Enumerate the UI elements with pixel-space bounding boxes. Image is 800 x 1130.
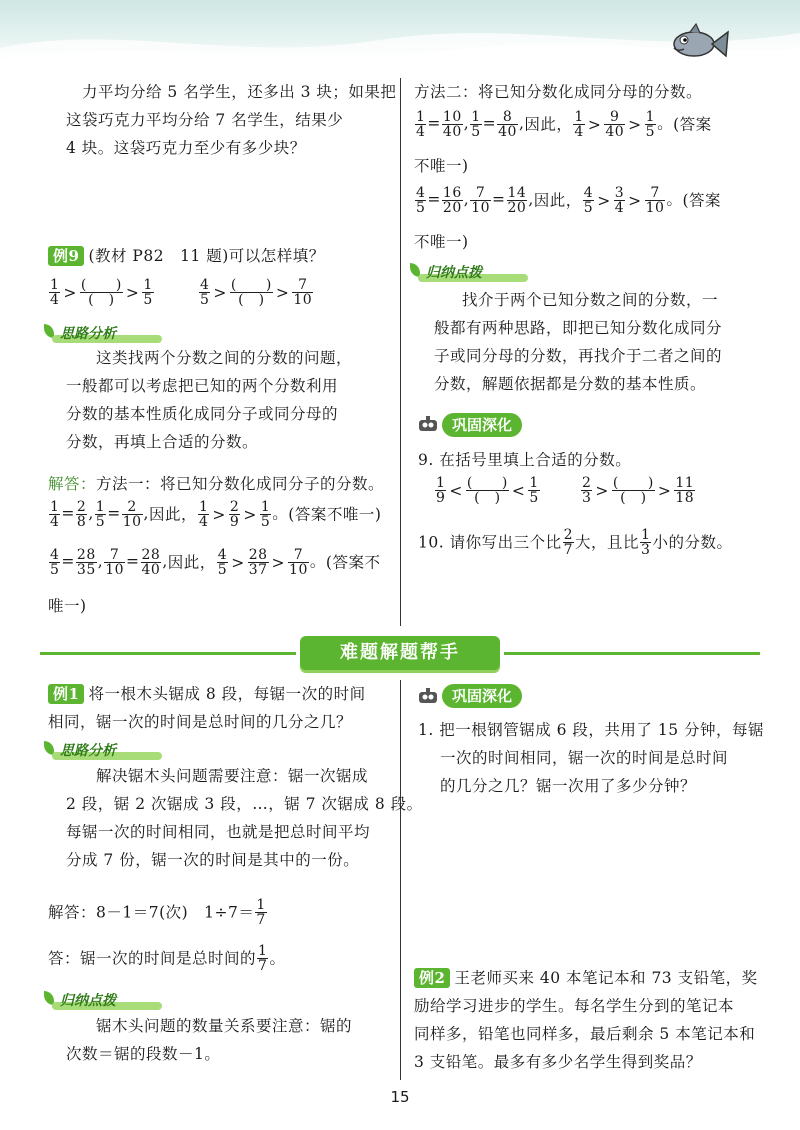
relation-sign: > xyxy=(63,283,77,302)
math-text: 7 xyxy=(645,186,666,201)
math-text: 7 xyxy=(563,542,573,558)
text-line: 励给学习进步的学生。每名学生分到的笔记本 xyxy=(414,997,735,1015)
math-text: (答案不唯一) xyxy=(288,505,382,524)
method2-title: 方法二：将已知分数化成同分母的分数。 xyxy=(414,83,703,101)
math-text: 5 xyxy=(416,200,426,216)
math-text: 2 xyxy=(122,500,143,515)
math-text: 40 xyxy=(498,124,517,140)
text-line: 每锯一次的时间相同，也就是把总时间平均 xyxy=(66,823,371,841)
math-text: ( ) xyxy=(88,292,115,308)
math-text: 4 xyxy=(217,547,228,563)
math-text: 20 xyxy=(507,200,527,216)
text-line: 子或同分母的分数，再找介于二者之间的 xyxy=(434,347,723,365)
math-text: 5 xyxy=(95,514,106,530)
math-text: 因此， xyxy=(533,191,582,210)
math-text: 10. 请你写出三个比 xyxy=(418,533,562,552)
relation-sign: > xyxy=(628,115,642,134)
fraction xyxy=(229,500,240,529)
relation-sign: > xyxy=(243,505,257,524)
relation-sign: > xyxy=(657,481,672,500)
fraction xyxy=(248,548,269,577)
text-line: 般都有两种思路，即把已知分数化成同分 xyxy=(434,319,723,337)
math-text: 1 xyxy=(574,109,584,125)
fraction xyxy=(614,186,625,215)
math-text: 7 xyxy=(256,912,266,928)
robot-icon xyxy=(416,688,440,706)
fraction xyxy=(645,186,666,215)
text-line: 的几分之几？锯一次用了多少分钟？ xyxy=(440,777,697,795)
fraction xyxy=(95,500,106,529)
math-text: 7 xyxy=(292,278,313,293)
math-text: 1 xyxy=(416,109,426,125)
math-text: 1 xyxy=(50,499,60,515)
math-text: 1 xyxy=(260,499,271,515)
fish-mascot-icon xyxy=(660,20,730,65)
math-text: 40 xyxy=(141,562,161,578)
math-text: ( ) xyxy=(238,292,265,308)
fraction xyxy=(255,898,266,927)
fraction xyxy=(604,110,625,139)
summary-label: 归纳点拨 xyxy=(48,990,162,1012)
relation-sign: > xyxy=(125,283,140,302)
fraction xyxy=(442,186,463,215)
math-text: 5 xyxy=(143,292,153,308)
blank-fraction xyxy=(230,278,273,307)
math-text: 5 xyxy=(583,200,594,216)
example9-question-b xyxy=(198,278,314,318)
math-text: 小的分数。 xyxy=(652,533,733,552)
text-line: 分数，再填上合适的分数。 xyxy=(66,433,259,451)
fraction xyxy=(288,548,309,577)
math-text: 因此， xyxy=(167,553,216,572)
method2-eq1: $\frac{1}{4}$ = $\frac{10}{40}$ , $\frac{1}{5}$ = $\frac{8}{40}$ ,因此， $\frac{1}{4}$ > $\frac{9}{40}$ > $\frac{1}{5}$ 。(答案 xyxy=(416,109,712,140)
example2-tag: 例2 xyxy=(414,968,450,988)
math-text: 10 xyxy=(293,292,313,308)
fraction xyxy=(142,278,153,307)
fraction xyxy=(612,476,655,505)
text-line: 不唯一) xyxy=(414,157,469,175)
example1-tag: 例1 xyxy=(48,684,84,704)
math-text: 因此， xyxy=(524,115,573,134)
fraction xyxy=(435,476,446,505)
fraction xyxy=(563,528,574,557)
robot-icon xyxy=(416,416,440,434)
math-text: (答案不 xyxy=(325,553,381,572)
example1-answer xyxy=(48,898,268,936)
math-text: 5 xyxy=(217,562,228,578)
blank-fraction xyxy=(80,278,123,307)
math-text: (答案 xyxy=(682,191,722,210)
example9-tag: 例9 xyxy=(48,246,84,266)
relation-sign: > xyxy=(213,283,227,302)
math-text: 18 xyxy=(675,490,695,506)
fraction xyxy=(49,548,60,577)
text-line: 锯木头问题的数量关系要注意：锯的 xyxy=(96,1017,353,1035)
math-text: 4 xyxy=(416,185,426,201)
math-text: ( ) xyxy=(80,277,122,293)
question-10 xyxy=(418,528,732,566)
fraction xyxy=(217,548,228,577)
fraction xyxy=(415,186,426,215)
math-text: 1 xyxy=(50,277,60,293)
text-line: 一次的时间相同，锯一次的时间是总时间 xyxy=(440,749,729,767)
math-text: 4 xyxy=(574,124,584,140)
fraction xyxy=(292,278,313,307)
column-divider-bottom xyxy=(400,680,401,1080)
math-text: 28 xyxy=(141,547,161,563)
math-text: 10 xyxy=(289,562,308,578)
math-text: 1 xyxy=(529,475,539,491)
math-text: 因此， xyxy=(148,505,197,524)
relation-sign: > xyxy=(587,115,602,134)
example9-heading xyxy=(48,246,325,266)
relation-sign: < xyxy=(449,481,463,500)
relation-sign: > xyxy=(628,191,642,210)
math-text: 10 xyxy=(105,562,125,578)
fraction xyxy=(49,278,60,307)
text-line: 1. 把一根钢管锯成 6 段，共用了 15 分钟，每锯 xyxy=(418,721,765,739)
banner-rule-left xyxy=(40,652,296,655)
math-text: 答：锯一次的时间是总时间的 xyxy=(48,949,257,968)
math-text: 11 xyxy=(675,475,695,491)
fraction xyxy=(528,476,539,505)
math-text: 大，且比 xyxy=(575,533,640,552)
math-text: 16 xyxy=(442,185,462,201)
math-text: 10 xyxy=(442,109,462,125)
question-9: 9. 在括号里填上合适的分数。 xyxy=(418,451,632,469)
text-line: 分数，解题依据都是分数的基本性质。 xyxy=(434,375,707,393)
fraction xyxy=(49,500,60,529)
math-text: 28 xyxy=(76,547,96,563)
fraction xyxy=(76,548,97,577)
math-text: 4 xyxy=(614,200,625,216)
math-text: 2 xyxy=(582,475,592,491)
math-text: 2 xyxy=(229,499,240,515)
math-text: (答案 xyxy=(673,115,712,134)
example9-question-a xyxy=(48,278,155,318)
fraction xyxy=(260,500,271,529)
text-line: 不唯一) xyxy=(414,233,469,251)
relation-sign: > xyxy=(597,191,611,210)
math-text: 5 xyxy=(529,490,539,506)
text-line: 2 段，锯 2 次锯成 3 段，…，锯 7 次锯成 8 段。 xyxy=(66,795,423,813)
fraction xyxy=(507,186,528,215)
question-9-b xyxy=(580,476,696,516)
math-text: 4 xyxy=(583,185,594,201)
text-line: 力平均分给 5 名学生，还多出 3 块；如果把 xyxy=(82,83,397,101)
math-text: 7 xyxy=(104,548,125,563)
math-text: ( ) xyxy=(612,475,654,491)
answer-method1: 解答：方法一：将已知分数化成同分子的分数。 xyxy=(48,475,385,493)
math-text: 3 xyxy=(641,542,651,558)
fraction xyxy=(104,548,125,577)
math-text: 5 xyxy=(50,562,60,578)
math-text: 1 xyxy=(256,897,266,913)
fraction xyxy=(76,500,87,529)
math-text: 10 xyxy=(471,200,491,216)
math-text: 20 xyxy=(442,200,462,216)
math-text: 解答：8－1＝7(次) 1÷7＝ xyxy=(48,903,255,922)
text-line: 这类找两个分数之间的分数的问题， xyxy=(96,349,353,367)
text-line: 分成 7 份，锯一次的时间是其中的一份。 xyxy=(66,851,360,869)
math-text: 9 xyxy=(604,110,625,125)
example1-conclusion xyxy=(48,944,285,982)
math-text: 37 xyxy=(248,562,268,578)
fraction xyxy=(583,186,594,215)
text-line: 3 支铅笔。最多有多少名学生得到奖品？ xyxy=(414,1053,702,1071)
fraction xyxy=(573,110,584,139)
method1-eq1: $\frac{1}{4}$ = $\frac{2}{8}$ , $\frac{1}{5}$ = $\frac{2}{10}$ ,因此， $\frac{1}{4}$ > $\frac{2}{9}$ > $\frac{1}{5}$ 。(答案不唯一) xyxy=(50,499,382,530)
math-text: 9 xyxy=(229,514,240,530)
question-9-a xyxy=(434,476,541,516)
thinking-label: 思路分析 xyxy=(48,323,162,345)
math-text: 。 xyxy=(269,949,286,968)
math-text: 4 xyxy=(200,277,210,293)
text-line: 一般都可以考虑把已知的两个分数利用 xyxy=(66,377,339,395)
text-line: 解决锯木头问题需要注意：锯一次锯成 xyxy=(96,767,369,785)
fraction xyxy=(470,110,481,139)
fraction xyxy=(645,110,656,139)
method1-eq2: $\frac{4}{5}$ = $\frac{28}{35}$ , $\frac{7}{10}$ = $\frac{28}{40}$ ,因此， $\frac{4}{5}$ > $\frac{28}{37}$ > $\frac{7}{10}$ 。(答案不 xyxy=(50,547,381,578)
relation-sign: < xyxy=(511,481,526,500)
summary-label: 归纳点拨 xyxy=(414,262,528,284)
math-text: 2 xyxy=(563,527,573,543)
math-text: 1 xyxy=(258,943,268,959)
math-text: 1 xyxy=(645,109,656,125)
banner-rule-right xyxy=(504,652,760,655)
math-text: ( ) xyxy=(474,490,501,506)
math-text: 10 xyxy=(645,200,665,216)
math-text: 7 xyxy=(470,186,491,201)
math-text: ( ) xyxy=(230,277,272,293)
fraction xyxy=(581,476,592,505)
method2-eq2: $\frac{4}{5}$ = $\frac{16}{20}$ , $\frac{7}{10}$ = $\frac{14}{20}$ ,因此， $\frac{4}{5}$ > $\frac{3}{4}$ > $\frac{7}{10}$ 。(答案 xyxy=(416,185,722,216)
relation-sign: > xyxy=(595,481,609,500)
math-text: 8 xyxy=(497,110,518,125)
fraction xyxy=(470,186,491,215)
math-text: ( ) xyxy=(620,490,647,506)
math-text: 7 xyxy=(258,958,268,974)
math-text: 9 xyxy=(436,490,446,506)
consolidate-label: 巩固深化 xyxy=(442,684,522,708)
text-line: 分数的基本性质化成同分子或同分母的 xyxy=(66,405,339,423)
math-text: 40 xyxy=(442,124,462,140)
math-text: 3 xyxy=(582,490,592,506)
page-number: 15 xyxy=(390,1088,410,1106)
relation-sign: > xyxy=(212,505,226,524)
section-banner: 难题解题帮手 xyxy=(300,636,500,670)
math-text: 28 xyxy=(248,547,268,563)
text-line: 4 块。这袋巧克力至少有多少块？ xyxy=(66,139,306,157)
math-text: 5 xyxy=(645,124,656,140)
fraction xyxy=(415,110,426,139)
math-text: 4 xyxy=(50,547,60,563)
math-text: 5 xyxy=(200,292,210,308)
fraction xyxy=(198,500,209,529)
fraction xyxy=(199,278,210,307)
math-text: 8 xyxy=(76,514,87,530)
math-text: 35 xyxy=(76,562,96,578)
text-line: 同样多，铅笔也同样多，最后剩余 5 本笔记本和 xyxy=(414,1025,756,1043)
math-text: 40 xyxy=(605,124,625,140)
math-text: 7 xyxy=(288,548,309,563)
math-text: 5 xyxy=(471,124,481,140)
text-line: 这袋巧克力平均分给 7 名学生，结果少 xyxy=(66,111,344,129)
fraction xyxy=(141,548,162,577)
fraction xyxy=(122,500,143,529)
math-text: ( ) xyxy=(466,475,508,491)
example9-title: (教材 P82 11 题)可以怎样填？ xyxy=(88,247,325,265)
fraction xyxy=(674,476,695,505)
math-text: 1 xyxy=(198,499,209,515)
fraction xyxy=(497,110,518,139)
text-line: 相同，锯一次的时间是总时间的几分之几？ xyxy=(48,713,353,731)
column-divider-top xyxy=(400,78,401,626)
relation-sign: > xyxy=(275,283,290,302)
math-text: 4 xyxy=(198,514,209,530)
math-text: 2 xyxy=(76,499,87,515)
fraction xyxy=(466,476,509,505)
math-text: 14 xyxy=(507,185,527,201)
math-text: 4 xyxy=(50,292,60,308)
math-text: 5 xyxy=(260,514,271,530)
math-text: 1 xyxy=(143,277,153,293)
text-line: 唯一) xyxy=(48,597,87,615)
example2-line: 例2 王老师买来 40 本笔记本和 73 支铅笔，奖 xyxy=(414,968,758,988)
fraction xyxy=(640,528,651,557)
relation-sign: > xyxy=(271,553,286,572)
math-text: 3 xyxy=(614,185,625,201)
math-text: 1 xyxy=(95,499,106,515)
fraction xyxy=(442,110,463,139)
math-text: 1 xyxy=(641,527,651,543)
math-text: 4 xyxy=(416,124,426,140)
math-text: 1 xyxy=(436,475,446,491)
consolidate-label: 巩固深化 xyxy=(442,413,522,437)
math-text: 4 xyxy=(50,514,60,530)
text-line: 找介于两个已知分数之间的分数，一 xyxy=(462,291,719,309)
text-line: 次数＝锯的段数－1。 xyxy=(66,1045,221,1063)
relation-sign: > xyxy=(231,553,245,572)
math-text: 10 xyxy=(122,514,142,530)
fraction xyxy=(257,944,268,973)
example1-line: 例1 将一根木头锯成 8 段，每锯一次的时间 xyxy=(48,684,366,704)
thinking-label: 思路分析 xyxy=(48,740,162,762)
math-text: 1 xyxy=(471,109,481,125)
